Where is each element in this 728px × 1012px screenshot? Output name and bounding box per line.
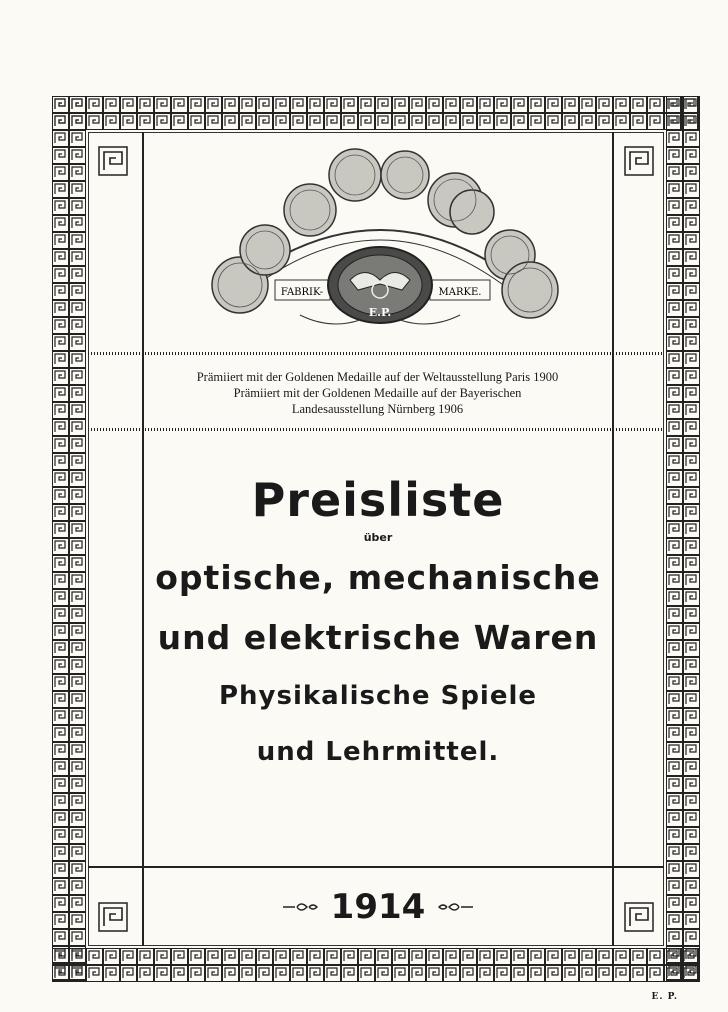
- meander-border-right: [666, 96, 700, 982]
- ornament-left-icon: [281, 900, 319, 914]
- emblem-right-label: MARKE.: [438, 287, 482, 298]
- title-line-4: Physikalische Spiele: [218, 681, 538, 711]
- corner-ornament-bottom-right: [624, 902, 654, 932]
- meander-border-bottom: [52, 948, 700, 982]
- corner-ornament-bottom-left: [98, 902, 128, 932]
- meander-border-left: [52, 96, 86, 982]
- award-line-3: Landesausstellung Nürnberg 1906: [291, 402, 464, 416]
- dotted-rule-top: [88, 352, 664, 355]
- corner-ornament-top-right: [624, 146, 654, 176]
- page-title: Preisliste: [251, 473, 505, 527]
- emblem-left-label: FABRIK-: [280, 287, 324, 298]
- award-line-2: Prämiiert mit der Goldenen Medaille auf der Bayerischen: [233, 386, 522, 400]
- trademark-emblem: [190, 140, 570, 340]
- corner-ornament-top-left: [98, 146, 128, 176]
- meander-border-top: [52, 96, 700, 130]
- divider-rule: [88, 866, 664, 868]
- emblem-monogram: E.P.: [368, 306, 392, 319]
- title-line-3: und elektrische Waren: [157, 618, 599, 657]
- inner-rule-left: [142, 132, 144, 946]
- title-ueber: über: [363, 531, 393, 544]
- title-block: [146, 470, 610, 772]
- footer-mark: E. P.: [651, 992, 678, 1002]
- award-text: [150, 369, 605, 417]
- dotted-rule-bottom: [88, 428, 664, 431]
- ornament-right-icon: [437, 900, 475, 914]
- title-line-2: optische, mechanische: [155, 558, 601, 597]
- year-row: [146, 882, 610, 932]
- title-line-5: und Lehrmittel.: [256, 737, 500, 767]
- year: 1914: [330, 887, 426, 927]
- award-line-1: Prämiiert mit der Goldenen Medaille auf der Weltausstellung Paris 1900: [196, 370, 559, 384]
- inner-rule-right: [612, 132, 614, 946]
